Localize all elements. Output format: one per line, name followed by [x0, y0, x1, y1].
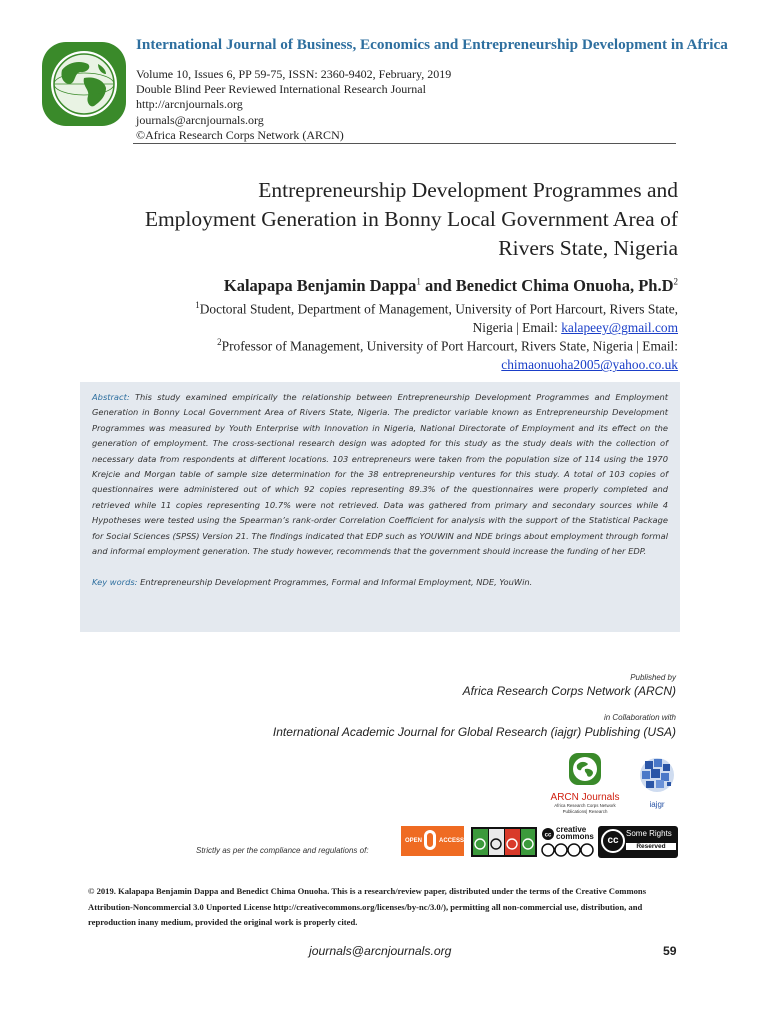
abstract-body: This study examined empirically the relationship between Entrepreneurship Development Programmes and Employment Generation in Bonny Local Government Area of Rivers State, Nigeria. The predictor variable known as Entrepreneurship Development Programmes was measured by Youth Enterprise with Innovation in Nigeria, National Directorate of Employment and its effect on the generation of employment. The cross-sectional research design was adopted for this study as the study deals with the collection of necessary data from respondents at different locations. 103 entrepreneurs were taken from the population size of 114 using the 1970 Krejcie and Morgan table of sample size determination for the 38 entrepreneurship ventures for this study. A total of 103 copies of questionnaires were administered out of which 92 copies representing 89.3% of the questionnaires were properly completed and retrieved while 11 copies representing 10.7% were not retrieved. Data was gathered from primary and secondary sources while 4 Hypotheses were tested using the Spearman’s rank-order Correlation Coefficient for analysis with the support of the Statistical Package for Social Sciences (SPSS) Version 21. The findings indicated that EDP such as YOUWIN and NDE brings about employment through formal and informal employment generation. The study however, recommends that the government should increase the funding of her EDP. [92, 392, 668, 557]
author-2-sup: 2 [673, 276, 678, 287]
journal-email-link[interactable]: journals@arcnjournals.org [136, 112, 264, 127]
open-access-left-text: OPEN [405, 838, 423, 844]
iajgr-logo [636, 755, 678, 813]
svg-text:cc: cc [544, 832, 552, 839]
volume-issue-line: Volume 10, Issues 6, PP 59-75, ISSN: 2360-9402, February, 2019 [136, 67, 452, 81]
aff-2-sup: 2 [217, 337, 222, 347]
compliance-text: Strictly as per the compliance and regulations of: [196, 846, 369, 855]
journal-title: International Journal of Business, Economics and Entrepreneurship Development in Africa [136, 36, 728, 53]
author-1-name: Kalapapa Benjamin Dappa [223, 276, 417, 295]
publisher-name: Africa Research Corps Network (ARCN) [462, 684, 676, 698]
journal-website-link[interactable]: http://arcnjournals.org [136, 97, 243, 112]
author-2-email-link[interactable]: chimaonuoha2005@yahoo.co.uk [501, 357, 678, 373]
open-access-badge[interactable] [401, 826, 464, 856]
reserved-text: Reserved [626, 843, 676, 850]
cc-license-badge-color[interactable] [471, 827, 537, 857]
journal-globe-logo [40, 40, 128, 128]
arcn-logo-name: ARCN Journals [550, 792, 620, 803]
cc-word-commons: commons [556, 832, 594, 841]
title-line: Entrepreneurship Development Programmes and [258, 178, 678, 202]
copyright-notice: © 2019. Kalapapa Benjamin Dappa and Benedict Chima Onuoha. This is a research/review paper, distributed under the terms of the Creative Commons Attribution-Noncommercial 3.0 Unported License http://creativecommons.org/licenses/by-nc/3.0/), permitting all non-commercial use, distribution, and reproduction inany medium, provided the original work is properly cited. [88, 886, 647, 927]
author-1-sup: 1 [416, 276, 421, 287]
published-by-label: Published by [630, 673, 676, 682]
aff-1-text: Doctoral Student, Department of Management, University of Port Harcourt, Rivers State, [199, 301, 678, 317]
collaborator-name: International Academic Journal for Global Research (iajgr) Publishing (USA) [272, 725, 676, 739]
title-line: Employment Generation in Bonny Local Government Area of [144, 207, 678, 231]
iajgr-logo-name: iajgr [649, 800, 665, 809]
title-line: Rivers State, Nigeria [498, 236, 678, 260]
author-line [80, 276, 678, 296]
cc-license-badge-bw[interactable] [541, 826, 597, 858]
open-access-right-text: ACCESS [439, 838, 465, 844]
affiliation-1 [80, 296, 678, 337]
header-divider [133, 143, 676, 144]
some-rights-text: Some Rights [626, 829, 672, 838]
cc-circle-icon: cc [601, 829, 625, 853]
copyright-network-line: ©Africa Research Corps Network (ARCN) [136, 127, 344, 142]
author-1-email-link[interactable]: kalapeey@gmail.com [561, 320, 678, 336]
keywords-label: Key words: [92, 577, 138, 588]
journal-meta [136, 67, 696, 143]
paper-title [80, 176, 678, 263]
abstract-paragraph [92, 390, 668, 559]
affiliation-2 [80, 333, 678, 374]
creative-commons-icon [471, 827, 537, 857]
abstract-box [80, 382, 680, 632]
cc-word-creative: creative [556, 825, 587, 834]
aff-1-sup: 1 [195, 300, 200, 310]
aff-1-country: Nigeria | Email: [472, 320, 562, 336]
arcn-logo-icon [568, 752, 602, 786]
arcn-journals-logo [540, 752, 630, 822]
author-2-name: and Benedict Chima Onuoha, Ph.D [420, 276, 674, 295]
keywords-text: Entrepreneurship Development Programmes, Formal and Informal Employment, NDE, YouWin. [140, 577, 533, 588]
abstract-label: Abstract: [92, 392, 130, 402]
review-type-line: Double Blind Peer Reviewed International Research Journal [136, 82, 426, 97]
iajgr-puzzle-icon [637, 755, 677, 795]
collaboration-label: in Collaboration with [603, 713, 676, 722]
globe-logo-icon [40, 40, 128, 128]
arcn-logo-sub1: Africa Research Corps Network [554, 803, 616, 808]
keywords-paragraph [92, 577, 668, 587]
page-number: 59 [663, 944, 677, 958]
aff-2-text: Professor of Management, University of Port Harcourt, Rivers State, Nigeria | Email: [221, 338, 678, 354]
some-rights-reserved-badge[interactable] [598, 826, 678, 858]
open-access-lock-icon [424, 830, 436, 850]
footer-email-link[interactable]: journals@arcnjournals.org [309, 944, 452, 958]
arcn-logo-sub2: Publications| Research [562, 808, 608, 814]
